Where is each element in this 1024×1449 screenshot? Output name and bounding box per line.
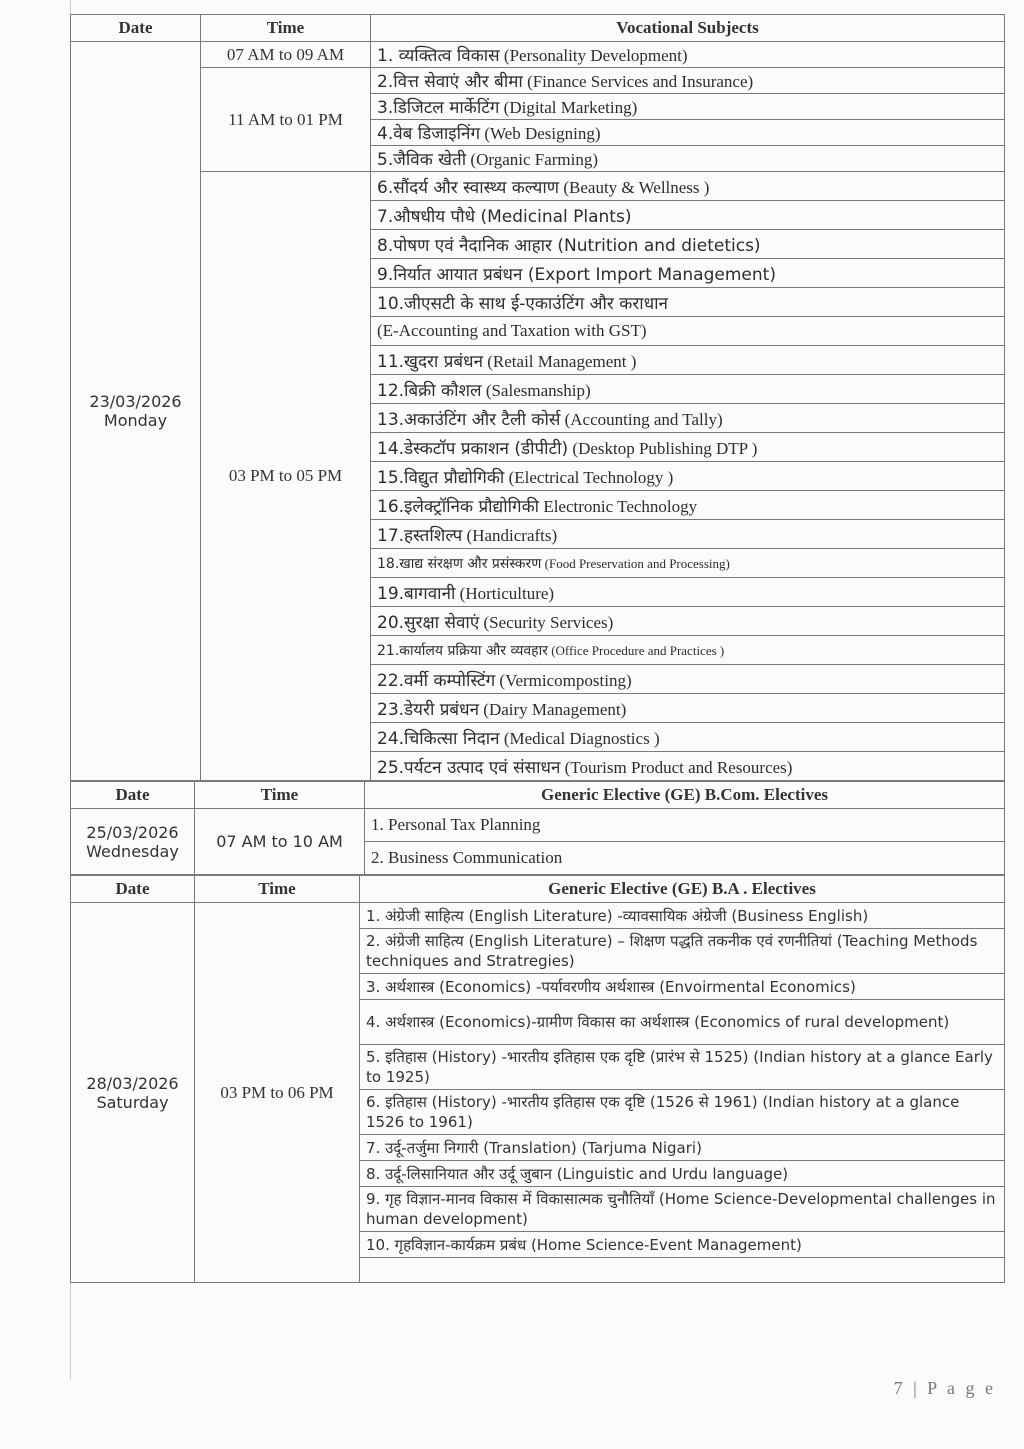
elective-row: 8. उर्दू-लिसानियात और उर्दू जुबान (Linguistic and Urdu language) xyxy=(360,1161,1005,1187)
elective-row: 5. इतिहास (History) -भारतीय इतिहास एक दृष्टि (प्रारंभ से 1525) (Indian history at a glance Early to 1925) xyxy=(360,1045,1005,1090)
subject-english: (Web Designing) xyxy=(480,124,601,143)
time-cell: 03 PM to 05 PM xyxy=(201,172,371,781)
subject-english: (Vermicomposting) xyxy=(495,670,632,690)
bcom-table xyxy=(70,781,1005,875)
subject-row xyxy=(371,520,1005,549)
subject-row xyxy=(371,94,1005,120)
elective-row: 2. अंग्रेजी साहित्य (English Literature) – शिक्षण पद्धति तकनीक एवं रणनीतियां (Teaching Methods techniques and Stratregies) xyxy=(360,929,1005,974)
empty-row xyxy=(360,1258,1005,1283)
subject-hindi: 25.पर्यटन उत्पाद एवं संसाधन xyxy=(377,757,561,778)
day-value: Wednesday xyxy=(86,841,179,861)
subject-row xyxy=(371,723,1005,752)
subject-hindi: 12.बिक्री कौशल xyxy=(377,380,482,401)
subject-english: (Finance Services and Insurance) xyxy=(522,72,754,91)
header-date: Date xyxy=(71,782,195,809)
subject-hindi: 10.जीएसटी के साथ ई-एकाउंटिंग और कराधान xyxy=(377,293,668,314)
subject-english: (Personality Development) xyxy=(499,46,688,65)
day-value: Monday xyxy=(103,411,168,430)
subject-english: (E-Accounting and Taxation with GST) xyxy=(377,321,647,340)
subject-english: (Security Services) xyxy=(479,612,614,632)
subject-row xyxy=(371,607,1005,636)
subject-english: (Dairy Management) xyxy=(479,699,627,719)
subject-hindi: 3.डिजिटल मार्केटिंग xyxy=(377,98,500,118)
subject-hindi: 21.कार्यालय प्रक्रिया और व्यवहार xyxy=(377,642,548,659)
subject-english: (Food Preservation and Processing) xyxy=(541,555,730,571)
subject-hindi: 24.चिकित्सा निदान xyxy=(377,728,500,749)
subject-row xyxy=(371,752,1005,781)
date-cell xyxy=(71,809,195,875)
subject-row xyxy=(371,665,1005,694)
subject-row xyxy=(371,259,1005,288)
subject-english: (Accounting and Tally) xyxy=(560,409,723,429)
subject-row xyxy=(371,68,1005,94)
subject-english: (Beauty & Wellness ) xyxy=(559,177,710,197)
elective-row: 3. अर्थशास्त्र (Economics) -पर्यावरणीय अर्थशास्त्र (Envoirmental Economics) xyxy=(360,974,1005,1000)
subject-english: (Desktop Publishing DTP ) xyxy=(568,438,758,458)
time-cell: 07 AM to 09 AM xyxy=(201,42,371,68)
subject-hindi: 4.वेब डिजाइनिंग xyxy=(377,124,481,144)
elective-row: 7. उर्दू-तर्जुमा निगारी (Translation) (Tarjuma Nigari) xyxy=(360,1135,1005,1161)
subject-hindi: 23.डेयरी प्रबंधन xyxy=(377,699,480,720)
subject-english: (Handicrafts) xyxy=(462,525,558,545)
subject-hindi: 14.डेस्कटॉप प्रकाशन (डीपीटी) xyxy=(377,438,569,459)
day-value: Saturday xyxy=(96,1092,169,1112)
subject-hindi: 16.इलेक्ट्रॉनिक प्रौद्योगिकी xyxy=(377,496,540,517)
subject-hindi: 20.सुरक्षा सेवाएं xyxy=(377,612,480,633)
subject-hindi: 2.वित्त सेवाएं और बीमा xyxy=(377,72,523,92)
subject-row xyxy=(371,346,1005,375)
subject-row xyxy=(371,462,1005,491)
subject-english: (Electrical Technology ) xyxy=(504,467,674,487)
subject-english: (Office Procedure and Practices ) xyxy=(547,642,725,658)
vocational-table xyxy=(70,14,1005,781)
header-time: Time xyxy=(201,15,371,42)
subject-hindi: 6.सौंदर्य और स्वास्थ्य कल्याण xyxy=(377,177,560,198)
time-cell: 03 PM to 06 PM xyxy=(195,903,360,1283)
subject-row xyxy=(371,404,1005,433)
subject-hindi: 11.खुदरा प्रबंधन xyxy=(377,351,483,372)
elective-row: 9. गृह विज्ञान-मानव विकास में विकासात्मक चुनौतियाँ (Home Science-Developmental challenges in human development) xyxy=(360,1187,1005,1232)
subject-row xyxy=(371,636,1005,665)
date-cell xyxy=(71,42,201,781)
subject-row xyxy=(371,578,1005,607)
time-cell: 07 AM to 10 AM xyxy=(195,809,365,875)
subject-row xyxy=(371,146,1005,172)
elective-row: 10. गृहविज्ञान-कार्यक्रम प्रबंध (Home Science-Event Management) xyxy=(360,1232,1005,1258)
header-date: Date xyxy=(71,876,195,903)
subject-hindi: 5.जैविक खेती xyxy=(377,150,467,170)
subject-row xyxy=(371,230,1005,259)
date-cell xyxy=(71,903,195,1283)
subject-row: 1. Personal Tax Planning xyxy=(365,809,1005,842)
subject-row xyxy=(371,288,1005,317)
date-value: 25/03/2026 xyxy=(86,822,179,842)
subject-hindi: 18.खाद्य संरक्षण और प्रसंस्करण xyxy=(377,555,542,572)
page-number: 7 | P a g e xyxy=(893,1378,996,1398)
subject-english: (Retail Management ) xyxy=(483,351,637,371)
schedule-page xyxy=(70,14,1005,1283)
subject-hindi: 19.बागवानी xyxy=(377,583,456,604)
subject-hindi: 22.वर्मी कम्पोस्टिंग xyxy=(377,670,496,691)
subject-row xyxy=(371,549,1005,578)
elective-row: 6. इतिहास (History) -भारतीय इतिहास एक दृष्टि (1526 से 1961) (Indian history at a glance 1526 to 1961) xyxy=(360,1090,1005,1135)
elective-row: 4. अर्थशास्त्र (Economics)-ग्रामीण विकास का अर्थशास्त्र (Economics of rural development) xyxy=(360,1000,1005,1045)
header-time: Time xyxy=(195,782,365,809)
date-value: 28/03/2026 xyxy=(86,1073,179,1093)
subject-row: 2. Business Communication xyxy=(365,842,1005,875)
header-vocational-subjects: Vocational Subjects xyxy=(371,15,1005,42)
time-cell: 11 AM to 01 PM xyxy=(201,68,371,172)
subject-english: (Digital Marketing) xyxy=(499,98,638,117)
subject-hindi: 15.विद्युत प्रौद्योगिकी xyxy=(377,467,505,488)
subject-hindi: 9.निर्यात आयात प्रबंधन (Export Import Management) xyxy=(377,264,776,285)
subject-english: Electronic Technology xyxy=(539,496,698,516)
subject-row xyxy=(371,317,1005,346)
subject-row xyxy=(371,120,1005,146)
header-time: Time xyxy=(195,876,360,903)
subject-row xyxy=(371,375,1005,404)
subject-row xyxy=(371,42,1005,68)
header-ba-electives: Generic Elective (GE) B.A . Electives xyxy=(360,876,1005,903)
subject-english: (Organic Farming) xyxy=(466,150,599,169)
ba-table xyxy=(70,875,1005,1283)
subject-hindi: 1. व्यक्तित्व विकास xyxy=(377,46,500,66)
date-value: 23/03/2026 xyxy=(89,392,182,411)
subject-hindi: 7.औषधीय पौधे (Medicinal Plants) xyxy=(377,206,632,227)
subject-row xyxy=(371,694,1005,723)
subject-row xyxy=(371,201,1005,230)
elective-row: 1. अंग्रेजी साहित्य (English Literature) -व्यावसायिक अंग्रेजी (Business English) xyxy=(360,903,1005,929)
subject-hindi: 17.हस्तशिल्प xyxy=(377,525,463,546)
subject-row xyxy=(371,433,1005,462)
header-date: Date xyxy=(71,15,201,42)
subject-row xyxy=(371,491,1005,520)
subject-hindi: 8.पोषण एवं नैदानिक आहार (Nutrition and dietetics) xyxy=(377,235,761,256)
subject-hindi: 13.अकाउंटिंग और टैली कोर्स xyxy=(377,409,561,430)
subject-english: (Salesmanship) xyxy=(481,380,591,400)
subject-english: (Tourism Product and Resources) xyxy=(560,757,793,777)
subject-english: (Medical Diagnostics ) xyxy=(499,728,660,748)
header-bcom-electives: Generic Elective (GE) B.Com. Electives xyxy=(365,782,1005,809)
subject-row xyxy=(371,172,1005,201)
subject-english: (Horticulture) xyxy=(455,583,555,603)
